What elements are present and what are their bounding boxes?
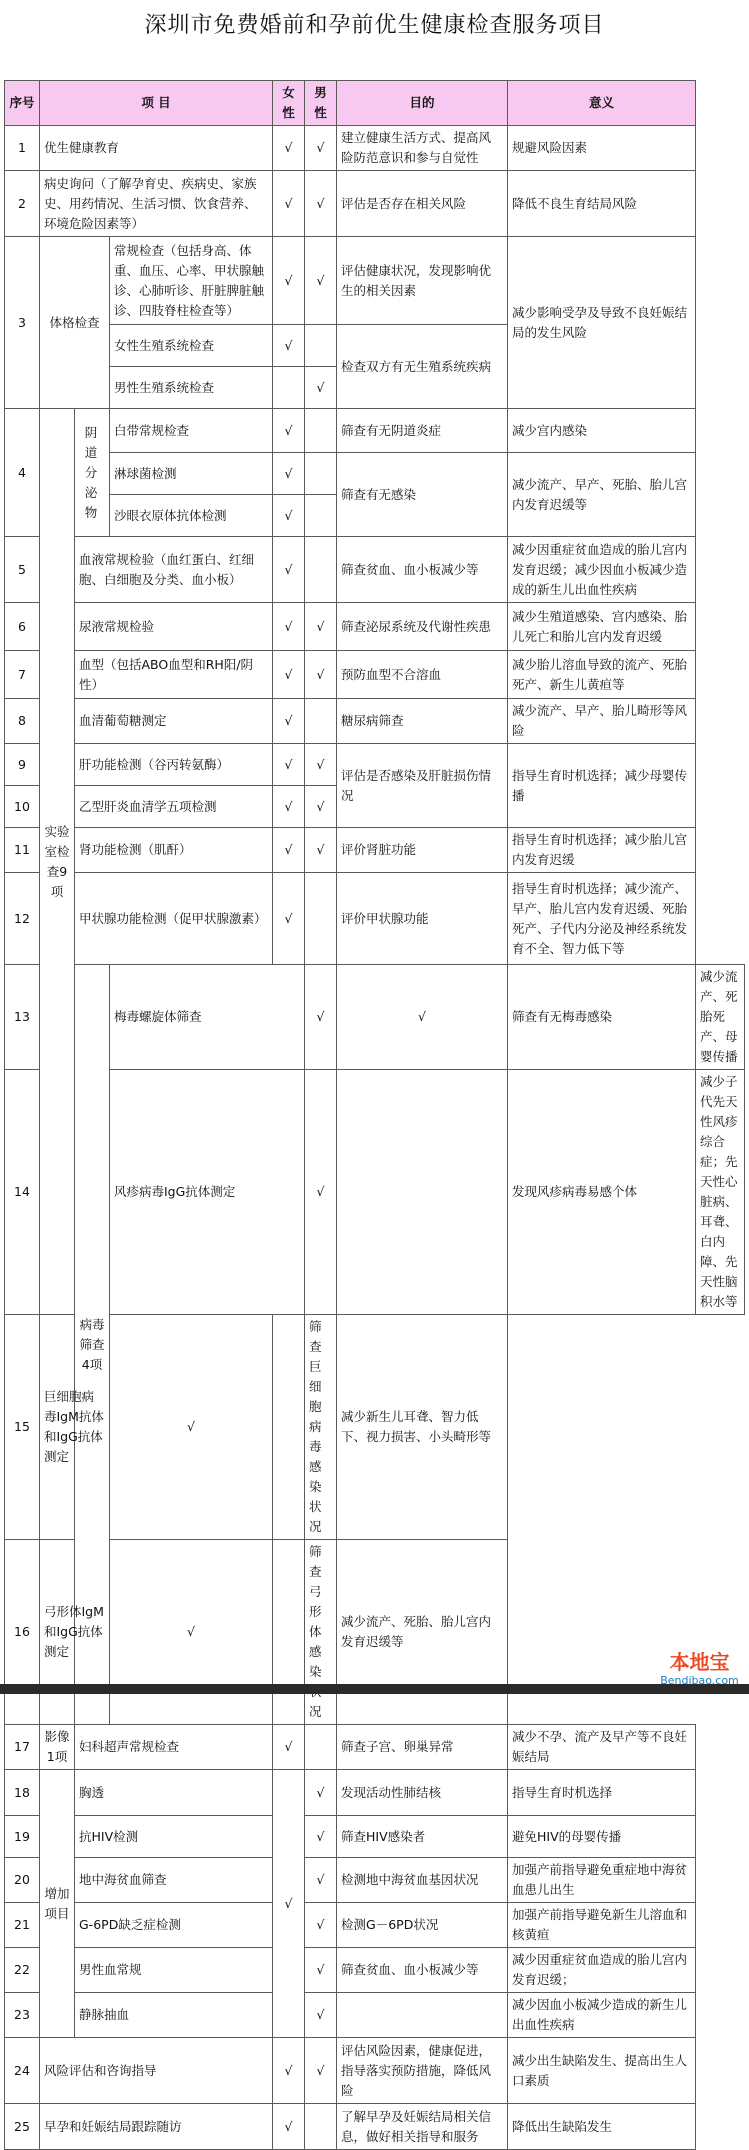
header-female: 女性 — [273, 81, 305, 126]
row-item: 血清葡萄糖测定 — [75, 699, 273, 744]
female-check: √ — [273, 873, 305, 965]
header-purpose: 目的 — [337, 81, 508, 126]
female-check: √ — [273, 453, 305, 495]
male-check — [305, 453, 337, 495]
row-purpose: 评估风险因素，健康促进，指导落实预防措施，降低风险 — [337, 2038, 508, 2104]
male-check: √ — [305, 828, 337, 873]
row-purpose: 筛查弓形体感染 况 — [305, 1540, 337, 1725]
row-item: 淋球菌检测 — [110, 453, 273, 495]
female-check: √ — [110, 1315, 273, 1540]
watermark-logo-text: 本地宝 — [669, 1650, 730, 1674]
row-item: 乙型肝炎血清学五项检测 — [75, 786, 273, 828]
row-meaning: 规避风险因素 — [508, 126, 696, 171]
row-meaning: 减少流产、早产、死胎、胎儿宫内发育迟缓等 — [508, 453, 696, 537]
group-added-items: 增加项目 — [40, 1770, 75, 2038]
row-meaning: 减少因重症贫血造成的胎儿宫内发育迟缓；减少因血小板减少造成的新生儿出血性疾病 — [508, 537, 696, 603]
table-row — [5, 1993, 745, 2038]
row-item: 早孕和妊娠结局跟踪随访 — [40, 2104, 273, 2150]
row-item: 风疹病毒IgG抗体测定 — [110, 1070, 305, 1315]
row-purpose: 筛查有无梅毒感染 — [508, 965, 696, 1070]
female-check: √ — [273, 651, 305, 699]
row-item: 肝功能检测（谷丙转氨酶） — [75, 744, 273, 786]
table-row — [5, 126, 745, 171]
table-row — [5, 1770, 745, 1816]
male-check: √ — [305, 1948, 337, 1993]
row-item: 胸透 — [75, 1770, 273, 1816]
male-check — [305, 1725, 337, 1770]
row-no: 24 — [5, 2038, 40, 2104]
row-purpose: 筛查子宫、卵巢异常 — [337, 1725, 508, 1770]
header-no: 序号 — [5, 81, 40, 126]
male-check: √ — [305, 126, 337, 171]
page-title: 深圳市免费婚前和孕前优生健康检查服务项目 — [144, 13, 605, 38]
male-check — [305, 2104, 337, 2150]
row-meaning: 减少流产、死胎、胎儿宫内发育迟缓等 — [337, 1540, 508, 1725]
male-check — [337, 1070, 508, 1315]
male-check — [273, 1315, 305, 1540]
row-purpose: 检查双方有无生殖系统疾病 — [337, 325, 508, 409]
table-row — [5, 699, 745, 744]
row-item: 男性血常规 — [75, 1948, 273, 1993]
row-item: 血型（包括ABO血型和RH阳/阴性） — [75, 651, 273, 699]
female-check: √ — [273, 537, 305, 603]
female-check: √ — [273, 603, 305, 651]
row-item: 风险评估和咨询指导 — [40, 2038, 273, 2104]
row-purpose: 发现风疹病毒易感个体 — [508, 1070, 696, 1315]
row-purpose: 评价肾脏功能 — [337, 828, 508, 873]
female-check: √ — [273, 495, 305, 537]
row-meaning: 减少因重症贫血造成的胎儿宫内发育迟缓； — [508, 1948, 696, 1993]
row-purpose: 建立健康生活方式、提高风险防范意识和参与自觉性 — [337, 126, 508, 171]
table-row — [5, 1540, 745, 1725]
female-check — [273, 367, 305, 409]
row-purpose: 检测地中海贫血基因状况 — [337, 1858, 508, 1903]
row-purpose: 筛查巨细胞病毒感染状况 — [305, 1315, 337, 1540]
row-no: 6 — [5, 603, 40, 651]
table-row — [5, 1315, 745, 1540]
row-no: 13 — [5, 965, 40, 1070]
bottom-dark-strip — [0, 1684, 749, 1694]
row-no: 2 — [5, 171, 40, 237]
row-meaning: 减少子代先天性风疹综合症；先天性心脏病、耳聋、白内障、先天性脑积水等 — [696, 1070, 745, 1315]
row-meaning: 减少生殖道感染、宫内感染、胎儿死亡和胎儿宫内发育迟缓 — [508, 603, 696, 651]
male-check: √ — [305, 651, 337, 699]
male-check: √ — [305, 1903, 337, 1948]
header-item: 项 目 — [40, 81, 273, 126]
row-no: 14 — [5, 1070, 40, 1315]
row-no: 10 — [5, 786, 40, 828]
table-row — [5, 2104, 745, 2150]
row-no: 9 — [5, 744, 40, 786]
table-row — [5, 171, 745, 237]
male-check — [305, 325, 337, 367]
group-vaginal-secretion: 阴道分泌物 — [75, 409, 110, 537]
row-purpose: 了解早孕及妊娠结局相关信息，做好相关指导和服务 — [337, 2104, 508, 2150]
row-meaning: 指导生育时机选择；减少母婴传播 — [508, 744, 696, 828]
table-row — [5, 1725, 745, 1770]
table-row — [5, 453, 745, 495]
table-header-row — [5, 81, 745, 126]
table-row — [5, 1858, 745, 1903]
row-meaning: 减少宫内感染 — [508, 409, 696, 453]
row-purpose: 筛查有无感染 — [337, 453, 508, 537]
group-virus-screening: 病毒筛查4项 — [75, 965, 110, 1725]
male-check — [305, 409, 337, 453]
male-check: √ — [305, 237, 337, 325]
male-check: √ — [305, 1816, 337, 1858]
row-meaning: 减少影响受孕及导致不良妊娠结局的发生风险 — [508, 237, 696, 409]
row-meaning: 减少不孕、流产及早产等不良妊娠结局 — [508, 1725, 696, 1770]
table-row — [5, 1816, 745, 1858]
table-row — [5, 744, 745, 786]
row-no: 15 — [5, 1315, 40, 1540]
female-check: √ — [273, 325, 305, 367]
male-check: √ — [337, 965, 508, 1070]
row-meaning: 降低出生缺陷发生 — [508, 2104, 696, 2150]
row-no: 22 — [5, 1948, 40, 1993]
row-purpose: 评价甲状腺功能 — [337, 873, 508, 965]
row-meaning: 避免HIV的母婴传播 — [508, 1816, 696, 1858]
row-no: 20 — [5, 1858, 40, 1903]
row-meaning: 减少胎儿溶血导致的流产、死胎死产、新生儿黄疸等 — [508, 651, 696, 699]
row-purpose: 筛查有无阴道炎症 — [337, 409, 508, 453]
male-check: √ — [305, 603, 337, 651]
row-meaning: 加强产前指导避免重症地中海贫血患儿出生 — [508, 1858, 696, 1903]
row-item: 病史询问（了解孕育史、疾病史、家族史、用药情况、生活习惯、饮食营养、环境危险因素等） — [40, 171, 273, 237]
row-purpose: 评估是否感染及肝脏损伤情况 — [337, 744, 508, 828]
row-purpose: 发现活动性肺结核 — [337, 1770, 508, 1816]
table-row — [5, 1948, 745, 1993]
row-purpose: 糖尿病筛查 — [337, 699, 508, 744]
male-check: √ — [305, 2038, 337, 2104]
row-item: 弓形体IgM和IgG抗体测定 — [40, 1540, 110, 1725]
row-item: 优生健康教育 — [40, 126, 273, 171]
female-check: √ — [305, 1070, 337, 1315]
female-check: √ — [273, 171, 305, 237]
table-row — [5, 237, 745, 325]
row-no: 1 — [5, 126, 40, 171]
female-check: √ — [110, 1540, 273, 1725]
female-check: √ — [273, 828, 305, 873]
row-item: 血液常规检验（血红蛋白、红细胞、白细胞及分类、血小板） — [75, 537, 273, 603]
table-row — [5, 603, 745, 651]
male-check: √ — [305, 1993, 337, 2038]
row-purpose: 筛查贫血、血小板减少等 — [337, 1948, 508, 1993]
row-no: 23 — [5, 1993, 40, 2038]
table-row — [5, 828, 745, 873]
row-meaning: 减少新生儿耳聋、智力低下、视力损害、小头畸形等 — [337, 1315, 508, 1540]
female-check: √ — [273, 126, 305, 171]
male-check — [305, 495, 337, 537]
female-check: √ — [273, 2104, 305, 2150]
row-meaning: 指导生育时机选择；减少胎儿宫内发育迟缓 — [508, 828, 696, 873]
row-no: 12 — [5, 873, 40, 965]
row-meaning: 减少出生缺陷发生、提高出生人口素质 — [508, 2038, 696, 2104]
row-meaning: 降低不良生育结局风险 — [508, 171, 696, 237]
group-imaging: 影像1项 — [40, 1725, 75, 1770]
row-meaning: 减少流产、死胎死产、母婴传播 — [696, 965, 745, 1070]
row-item: 巨细胞病毒IgM抗体和IgG抗体测定 — [40, 1315, 110, 1540]
row-meaning: 指导生育时机选择；减少流产、早产、胎儿宫内发育迟缓、死胎死产、子代内分泌及神经系统发育不全、智力低下等 — [508, 873, 696, 965]
row-item: 抗HIV检测 — [75, 1816, 273, 1858]
male-check: √ — [305, 1858, 337, 1903]
row-purpose: 筛查贫血、血小板减少等 — [337, 537, 508, 603]
male-check: √ — [305, 367, 337, 409]
row-purpose: 评估健康状况，发现影响优生的相关因素 — [337, 237, 508, 325]
row-item: 地中海贫血筛查 — [75, 1858, 273, 1903]
female-check: √ — [273, 409, 305, 453]
watermark-site-text: Bendibao.com — [660, 1674, 739, 1687]
row-item: 妇科超声常规检查 — [75, 1725, 273, 1770]
male-check: √ — [305, 1770, 337, 1816]
female-check: √ — [305, 965, 337, 1070]
table-row — [5, 409, 745, 453]
row-item: 男性生殖系统检查 — [110, 367, 273, 409]
row-no: 19 — [5, 1816, 40, 1858]
table-row — [5, 537, 745, 603]
row-no: 4 — [5, 409, 40, 537]
row-no: 25 — [5, 2104, 40, 2150]
row-no: 5 — [5, 537, 40, 603]
table-row — [5, 1903, 745, 1948]
row-item: 尿液常规检验 — [75, 603, 273, 651]
row-meaning: 加强产前指导避免新生儿溶血和核黄疸 — [508, 1903, 696, 1948]
male-check: √ — [305, 171, 337, 237]
group-lab-tests: 实验室检查9项 — [40, 409, 75, 1315]
row-purpose: 筛查泌尿系统及代谢性疾患 — [337, 603, 508, 651]
male-check: √ — [305, 786, 337, 828]
row-no: 8 — [5, 699, 40, 744]
row-no: 18 — [5, 1770, 40, 1816]
row-no: 7 — [5, 651, 40, 699]
table-row — [5, 2038, 745, 2104]
group-physical-exam: 体格检查 — [40, 237, 110, 409]
header-meaning: 意义 — [508, 81, 696, 126]
bendibao-watermark — [652, 1650, 747, 1692]
row-no: 16 — [5, 1540, 40, 1725]
table-row — [5, 873, 745, 965]
female-check: √ — [273, 2038, 305, 2104]
row-no: 3 — [5, 237, 40, 409]
male-check — [305, 699, 337, 744]
female-check: √ — [273, 1770, 305, 2038]
row-meaning: 减少因血小板减少造成的新生儿出血性疾病 — [508, 1993, 696, 2038]
row-meaning: 指导生育时机选择 — [508, 1770, 696, 1816]
header-male: 男性 — [305, 81, 337, 126]
row-item: 静脉抽血 — [75, 1993, 273, 2038]
male-check — [305, 537, 337, 603]
row-item: 沙眼衣原体抗体检测 — [110, 495, 273, 537]
male-check — [305, 873, 337, 965]
female-check: √ — [273, 786, 305, 828]
row-item: 女性生殖系统检查 — [110, 325, 273, 367]
row-no: 17 — [5, 1725, 40, 1770]
table-row — [5, 1070, 745, 1315]
service-items-table — [4, 80, 745, 2150]
row-purpose: 检测G－6PD状况 — [337, 1903, 508, 1948]
table-row — [5, 651, 745, 699]
female-check: √ — [273, 699, 305, 744]
row-purpose: 筛查HIV感染者 — [337, 1816, 508, 1858]
row-item: 肾功能检测（肌酐） — [75, 828, 273, 873]
row-no: 11 — [5, 828, 40, 873]
row-purpose: 预防血型不合溶血 — [337, 651, 508, 699]
row-item: 白带常规检查 — [110, 409, 273, 453]
row-item: 梅毒螺旋体筛查 — [110, 965, 305, 1070]
row-purpose: 评估是否存在相关风险 — [337, 171, 508, 237]
row-item: 常规检查（包括身高、体重、血压、心率、甲状腺触诊、心肺听诊、肝脏脾脏触诊、四肢脊柱检查等） — [110, 237, 273, 325]
female-check: √ — [273, 237, 305, 325]
table-row — [5, 965, 745, 1070]
female-check: √ — [273, 744, 305, 786]
row-meaning: 减少流产、早产、胎儿畸形等风险 — [508, 699, 696, 744]
row-item: 甲状腺功能检测（促甲状腺激素） — [75, 873, 273, 965]
row-no: 21 — [5, 1903, 40, 1948]
row-purpose — [337, 1993, 508, 2038]
row-item: G-6PD缺乏症检测 — [75, 1903, 273, 1948]
male-check — [273, 1540, 305, 1725]
female-check: √ — [273, 1725, 305, 1770]
male-check: √ — [305, 744, 337, 786]
